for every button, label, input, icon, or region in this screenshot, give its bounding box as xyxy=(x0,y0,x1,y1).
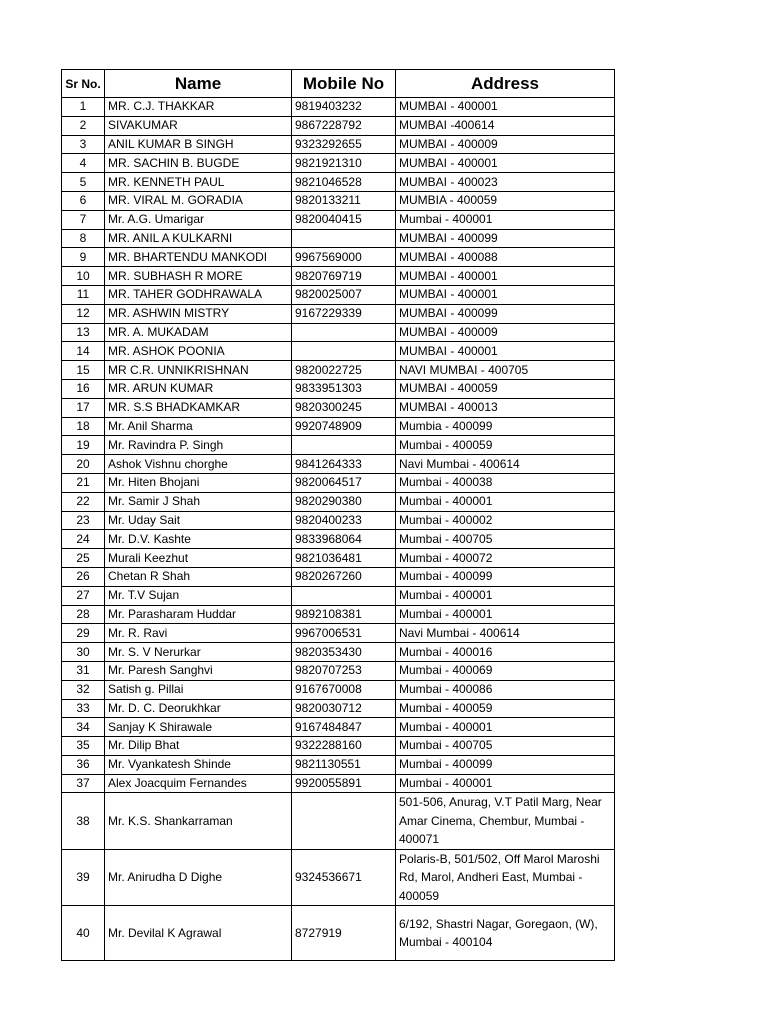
table-row xyxy=(62,323,615,342)
table-row xyxy=(62,661,615,680)
address-cell: MUMBAI - 400001 xyxy=(396,154,615,173)
table-row xyxy=(62,737,615,756)
name-cell: Mr. Dilip Bhat xyxy=(105,737,292,756)
table-row xyxy=(62,116,615,135)
name-cell: MR. S.S BHADKAMKAR xyxy=(105,398,292,417)
name-cell: MR. BHARTENDU MANKODI xyxy=(105,248,292,267)
mobile-cell: 9819403232 xyxy=(292,98,396,117)
mobile-cell: 9821036481 xyxy=(292,549,396,568)
name-cell: Ashok Vishnu chorghe xyxy=(105,455,292,474)
address-cell: MUMBAI - 400001 xyxy=(396,267,615,286)
address-cell: Mumbai - 400072 xyxy=(396,549,615,568)
sr-cell: 12 xyxy=(62,304,105,323)
name-cell: MR C.R. UNNIKRISHNAN xyxy=(105,361,292,380)
table-row xyxy=(62,774,615,793)
mobile-cell xyxy=(292,436,396,455)
mobile-cell: 9821921310 xyxy=(292,154,396,173)
table-row xyxy=(62,492,615,511)
name-cell: MR. ASHWIN MISTRY xyxy=(105,304,292,323)
name-cell: Mr. Anil Sharma xyxy=(105,417,292,436)
name-cell: Mr. K.S. Shankarraman xyxy=(105,793,292,850)
header-sr-no: Sr No. xyxy=(62,70,105,98)
table-row xyxy=(62,473,615,492)
table-row xyxy=(62,248,615,267)
table-row xyxy=(62,342,615,361)
sr-cell: 17 xyxy=(62,398,105,417)
sr-cell: 8 xyxy=(62,229,105,248)
name-cell: Mr. D.V. Kashte xyxy=(105,530,292,549)
mobile-cell: 8727919 xyxy=(292,906,396,961)
mobile-cell: 9820022725 xyxy=(292,361,396,380)
sr-cell: 3 xyxy=(62,135,105,154)
mobile-cell: 9820707253 xyxy=(292,661,396,680)
name-cell: Alex Joacquim Fernandes xyxy=(105,774,292,793)
mobile-cell: 9967569000 xyxy=(292,248,396,267)
name-cell: Mr. Parasharam Huddar xyxy=(105,605,292,624)
mobile-cell: 9167229339 xyxy=(292,304,396,323)
name-cell: Mr. Hiten Bhojani xyxy=(105,473,292,492)
mobile-cell: 9167484847 xyxy=(292,718,396,737)
table-row xyxy=(62,718,615,737)
address-cell: Polaris-B, 501/502, Off Marol Maroshi Rd, Marol, Andheri East, Mumbai - 400059 xyxy=(396,849,615,906)
sr-cell: 2 xyxy=(62,116,105,135)
contact-table xyxy=(61,69,615,961)
sr-cell: 35 xyxy=(62,737,105,756)
mobile-cell: 9820133211 xyxy=(292,191,396,210)
address-cell: Mumbai - 400038 xyxy=(396,473,615,492)
sr-cell: 13 xyxy=(62,323,105,342)
name-cell: MR. SACHIN B. BUGDE xyxy=(105,154,292,173)
address-cell: Mumbai - 400705 xyxy=(396,737,615,756)
mobile-cell: 9820300245 xyxy=(292,398,396,417)
address-cell: MUMBAI - 400009 xyxy=(396,135,615,154)
mobile-cell: 9821130551 xyxy=(292,755,396,774)
mobile-cell xyxy=(292,793,396,850)
sr-cell: 21 xyxy=(62,473,105,492)
sr-cell: 19 xyxy=(62,436,105,455)
table-row xyxy=(62,906,615,961)
name-cell: Mr. Anirudha D Dighe xyxy=(105,849,292,906)
table-row xyxy=(62,549,615,568)
table-row xyxy=(62,398,615,417)
mobile-cell: 9920748909 xyxy=(292,417,396,436)
table-row xyxy=(62,680,615,699)
header-mobile-no: Mobile No xyxy=(292,70,396,98)
mobile-cell: 9820030712 xyxy=(292,699,396,718)
mobile-cell xyxy=(292,342,396,361)
address-cell: MUMBAI - 400001 xyxy=(396,342,615,361)
sr-cell: 20 xyxy=(62,455,105,474)
name-cell: MR. ARUN KUMAR xyxy=(105,379,292,398)
mobile-cell: 9820290380 xyxy=(292,492,396,511)
mobile-cell: 9867228792 xyxy=(292,116,396,135)
mobile-cell: 9820025007 xyxy=(292,285,396,304)
mobile-cell: 9841264333 xyxy=(292,455,396,474)
sr-cell: 22 xyxy=(62,492,105,511)
table-row xyxy=(62,755,615,774)
mobile-cell: 9820769719 xyxy=(292,267,396,286)
sr-cell: 32 xyxy=(62,680,105,699)
mobile-cell: 9323292655 xyxy=(292,135,396,154)
table-row xyxy=(62,361,615,380)
name-cell: Mr. T.V Sujan xyxy=(105,586,292,605)
address-cell: Mumbia - 400099 xyxy=(396,417,615,436)
sr-cell: 24 xyxy=(62,530,105,549)
name-cell: MR. TAHER GODHRAWALA xyxy=(105,285,292,304)
mobile-cell: 9820353430 xyxy=(292,643,396,662)
name-cell: MR. SUBHASH R MORE xyxy=(105,267,292,286)
table-row xyxy=(62,605,615,624)
address-cell: MUMBAI - 400001 xyxy=(396,285,615,304)
name-cell: Mr. Uday Sait xyxy=(105,511,292,530)
table-row xyxy=(62,586,615,605)
address-cell: MUMBAI - 400023 xyxy=(396,173,615,192)
sr-cell: 9 xyxy=(62,248,105,267)
name-cell: Satish g. Pillai xyxy=(105,680,292,699)
address-cell: Mumbai - 400001 xyxy=(396,718,615,737)
address-cell: Mumbai - 400001 xyxy=(396,492,615,511)
address-cell: Mumbai - 400086 xyxy=(396,680,615,699)
name-cell: Mr. A.G. Umarigar xyxy=(105,210,292,229)
sr-cell: 40 xyxy=(62,906,105,961)
name-cell: MR. VIRAL M. GORADIA xyxy=(105,191,292,210)
mobile-cell: 9820040415 xyxy=(292,210,396,229)
table-row xyxy=(62,173,615,192)
address-cell: Navi Mumbai - 400614 xyxy=(396,455,615,474)
table-row xyxy=(62,530,615,549)
name-cell: Murali Keezhut xyxy=(105,549,292,568)
address-cell: MUMBAI - 400059 xyxy=(396,379,615,398)
mobile-cell: 9833951303 xyxy=(292,379,396,398)
table-row xyxy=(62,135,615,154)
mobile-cell: 9820064517 xyxy=(292,473,396,492)
table-row xyxy=(62,567,615,586)
name-cell: SIVAKUMAR xyxy=(105,116,292,135)
address-cell: Mumbai - 400001 xyxy=(396,774,615,793)
mobile-cell: 9167670008 xyxy=(292,680,396,699)
address-cell: MUMBAI - 400088 xyxy=(396,248,615,267)
sr-cell: 5 xyxy=(62,173,105,192)
table-row xyxy=(62,191,615,210)
address-cell: Mumbai - 400016 xyxy=(396,643,615,662)
address-cell: NAVI MUMBAI - 400705 xyxy=(396,361,615,380)
sr-cell: 14 xyxy=(62,342,105,361)
sr-cell: 1 xyxy=(62,98,105,117)
address-cell: 501-506, Anurag, V.T Patil Marg, Near Amar Cinema, Chembur, Mumbai - 400071 xyxy=(396,793,615,850)
address-cell: Mumbai - 400002 xyxy=(396,511,615,530)
sr-cell: 25 xyxy=(62,549,105,568)
table-header xyxy=(62,70,615,98)
table-row xyxy=(62,267,615,286)
table-row xyxy=(62,849,615,906)
name-cell: MR. ANIL A KULKARNI xyxy=(105,229,292,248)
sr-cell: 18 xyxy=(62,417,105,436)
sr-cell: 23 xyxy=(62,511,105,530)
address-cell: Mumbai - 400001 xyxy=(396,210,615,229)
table-row xyxy=(62,210,615,229)
address-cell: Mumbai - 400001 xyxy=(396,586,615,605)
mobile-cell: 9324536671 xyxy=(292,849,396,906)
table-row xyxy=(62,229,615,248)
table-row xyxy=(62,154,615,173)
table-row xyxy=(62,436,615,455)
mobile-cell: 9821046528 xyxy=(292,173,396,192)
name-cell: MR. KENNETH PAUL xyxy=(105,173,292,192)
table-row xyxy=(62,98,615,117)
sr-cell: 11 xyxy=(62,285,105,304)
address-cell: MUMBAI - 400099 xyxy=(396,304,615,323)
address-cell: MUMBIA - 400059 xyxy=(396,191,615,210)
sr-cell: 31 xyxy=(62,661,105,680)
table-row xyxy=(62,793,615,850)
table-row xyxy=(62,624,615,643)
name-cell: Mr. Paresh Sanghvi xyxy=(105,661,292,680)
address-cell: MUMBAI - 400001 xyxy=(396,98,615,117)
sr-cell: 10 xyxy=(62,267,105,286)
mobile-cell xyxy=(292,323,396,342)
mobile-cell xyxy=(292,586,396,605)
sr-cell: 7 xyxy=(62,210,105,229)
sr-cell: 27 xyxy=(62,586,105,605)
mobile-cell: 9833968064 xyxy=(292,530,396,549)
header-address: Address xyxy=(396,70,615,98)
table-row xyxy=(62,304,615,323)
address-cell: MUMBAI -400614 xyxy=(396,116,615,135)
address-cell: MUMBAI - 400099 xyxy=(396,229,615,248)
sr-cell: 36 xyxy=(62,755,105,774)
table-row xyxy=(62,511,615,530)
address-cell: Mumbai - 400001 xyxy=(396,605,615,624)
address-cell: 6/192, Shastri Nagar, Goregaon, (W), Mumbai - 400104 xyxy=(396,906,615,961)
sr-cell: 33 xyxy=(62,699,105,718)
table-row xyxy=(62,455,615,474)
table-body xyxy=(62,98,615,961)
mobile-cell: 9892108381 xyxy=(292,605,396,624)
sr-cell: 38 xyxy=(62,793,105,850)
sr-cell: 30 xyxy=(62,643,105,662)
name-cell: MR. ASHOK POONIA xyxy=(105,342,292,361)
name-cell: MR. A. MUKADAM xyxy=(105,323,292,342)
name-cell: Mr. R. Ravi xyxy=(105,624,292,643)
sr-cell: 28 xyxy=(62,605,105,624)
table-row xyxy=(62,417,615,436)
sr-cell: 29 xyxy=(62,624,105,643)
sr-cell: 34 xyxy=(62,718,105,737)
mobile-cell: 9920055891 xyxy=(292,774,396,793)
address-cell: Mumbai - 400705 xyxy=(396,530,615,549)
address-cell: Navi Mumbai - 400614 xyxy=(396,624,615,643)
address-cell: Mumbai - 400069 xyxy=(396,661,615,680)
sr-cell: 4 xyxy=(62,154,105,173)
mobile-cell: 9820267260 xyxy=(292,567,396,586)
mobile-cell: 9820400233 xyxy=(292,511,396,530)
address-cell: Mumbai - 400099 xyxy=(396,755,615,774)
address-cell: Mumbai - 400059 xyxy=(396,436,615,455)
mobile-cell: 9322288160 xyxy=(292,737,396,756)
header-name: Name xyxy=(105,70,292,98)
name-cell: Sanjay K Shirawale xyxy=(105,718,292,737)
table-row xyxy=(62,643,615,662)
header-row xyxy=(62,70,615,98)
sr-cell: 16 xyxy=(62,379,105,398)
name-cell: ANIL KUMAR B SINGH xyxy=(105,135,292,154)
address-cell: MUMBAI - 400013 xyxy=(396,398,615,417)
sr-cell: 6 xyxy=(62,191,105,210)
sr-cell: 37 xyxy=(62,774,105,793)
name-cell: Mr. Samir J Shah xyxy=(105,492,292,511)
name-cell: Mr. S. V Nerurkar xyxy=(105,643,292,662)
table-row xyxy=(62,379,615,398)
table-row xyxy=(62,699,615,718)
name-cell: Mr. Devilal K Agrawal xyxy=(105,906,292,961)
address-cell: Mumbai - 400099 xyxy=(396,567,615,586)
address-cell: MUMBAI - 400009 xyxy=(396,323,615,342)
sr-cell: 15 xyxy=(62,361,105,380)
mobile-cell xyxy=(292,229,396,248)
table-row xyxy=(62,285,615,304)
name-cell: Mr. Vyankatesh Shinde xyxy=(105,755,292,774)
name-cell: Chetan R Shah xyxy=(105,567,292,586)
name-cell: Mr. D. C. Deorukhkar xyxy=(105,699,292,718)
address-cell: Mumbai - 400059 xyxy=(396,699,615,718)
name-cell: Mr. Ravindra P. Singh xyxy=(105,436,292,455)
sr-cell: 39 xyxy=(62,849,105,906)
sr-cell: 26 xyxy=(62,567,105,586)
name-cell: MR. C.J. THAKKAR xyxy=(105,98,292,117)
mobile-cell: 9967006531 xyxy=(292,624,396,643)
